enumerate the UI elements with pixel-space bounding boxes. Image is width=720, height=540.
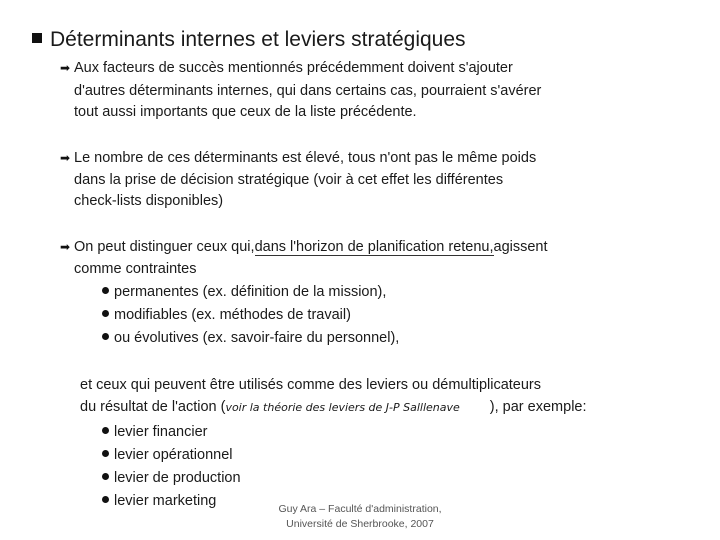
arrow-bullet-icon: ➡ bbox=[60, 240, 71, 254]
constraint-item: modifiables (ex. méthodes de travail) bbox=[102, 307, 351, 323]
round-bullet-icon bbox=[102, 473, 109, 480]
paragraph-3-line-2: comme contraintes bbox=[74, 261, 197, 277]
page-title: Déterminants internes et leviers stratégiques bbox=[50, 28, 466, 51]
lever-item: levier marketing bbox=[102, 493, 216, 509]
footer-credit bbox=[262, 502, 458, 532]
paragraph-1-line-1: Aux facteurs de succès mentionnés précédemment doivent s'ajouter bbox=[74, 60, 513, 76]
paragraph-1-line-2: d'autres déterminants internes, qui dans certains cas, pourraient s'avérer bbox=[74, 83, 542, 99]
round-bullet-icon bbox=[102, 287, 109, 294]
constraint-item: permanentes (ex. définition de la mission), bbox=[102, 284, 386, 300]
lever-item: levier financier bbox=[102, 424, 208, 440]
round-bullet-icon bbox=[102, 450, 109, 457]
planning-horizon-underlined: dans l'horizon de planification retenu, bbox=[254, 239, 494, 255]
paragraph-2-line-2: dans la prise de décision stratégique (voir à cet effet les différentes bbox=[74, 172, 504, 188]
arrow-bullet-icon: ➡ bbox=[60, 61, 71, 75]
paragraph-4-line-2b: ), par exemple: bbox=[489, 399, 587, 415]
constraint-item: ou évolutives (ex. savoir-faire du personnel), bbox=[102, 330, 399, 346]
paragraph-4-line-1: et ceux qui peuvent être utilisés comme des leviers ou démultiplicateurs bbox=[80, 377, 542, 393]
footer-line-2: Université de Sherbrooke, 2007 bbox=[286, 518, 434, 530]
lever-item: levier de production bbox=[102, 470, 241, 486]
round-bullet-icon bbox=[102, 496, 109, 503]
leverage-theory-note: voir la théorie des leviers de J-P Salllenave bbox=[225, 401, 460, 414]
round-bullet-icon bbox=[102, 333, 109, 340]
round-bullet-icon bbox=[102, 427, 109, 434]
paragraph-2-line-3: check-lists disponibles) bbox=[74, 193, 224, 209]
arrow-bullet-icon: ➡ bbox=[60, 151, 71, 165]
paragraph-2-line-1: Le nombre de ces déterminants est élevé, tous n'ont pas le même poids bbox=[74, 150, 537, 166]
paragraph-4-line-2a: du résultat de l'action ( bbox=[80, 399, 226, 415]
paragraph-3-line-1c: agissent bbox=[493, 239, 548, 255]
lever-item: levier opérationnel bbox=[102, 447, 233, 463]
title-bullet-square-icon bbox=[32, 33, 42, 43]
paragraph-3-line-1a: On peut distinguer ceux qui, bbox=[74, 239, 255, 255]
footer-line-1: Guy Ara – Faculté d'administration, bbox=[278, 503, 442, 515]
round-bullet-icon bbox=[102, 310, 109, 317]
paragraph-1-line-3: tout aussi importants que ceux de la liste précédente. bbox=[74, 104, 417, 120]
